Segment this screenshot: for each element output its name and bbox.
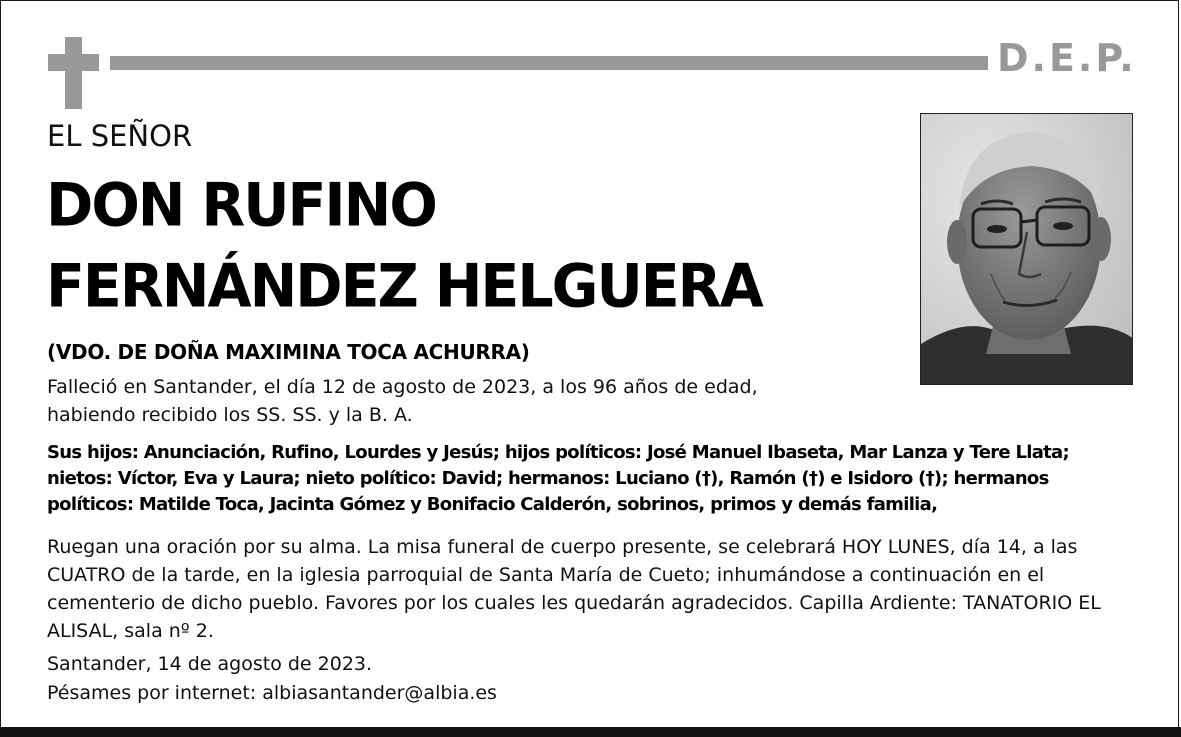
condolences-line: Pésames por internet: albiasantander@albia.es [47, 682, 497, 704]
death-details [47, 373, 807, 429]
mass-details: Ruegan una oración por su alma. La misa funeral de cuerpo presente, se celebrará HOY LUNES, día 14, a las CUATRO de la tarde, en la iglesia parroquial de Santa María de Cueto; inhumándose a continuación en el cementerio de dicho pueblo. Favores por los cuales les quedarán agradecidos. Capilla Ardiente: TANATORIO EL ALISAL, sala nº 2. [47, 536, 1101, 642]
death-line-1: Falleció en Santander, el día 12 de agosto de 2023, a los 96 años de edad, [47, 376, 758, 398]
cross-icon [65, 37, 82, 109]
widower-line: (VDO. DE DOÑA MAXIMINA TOCA ACHURRA) [47, 340, 530, 364]
name-line-2: FERNÁNDEZ HELGUERA [46, 252, 762, 321]
deceased-name [46, 165, 762, 327]
title-prefix: EL SEÑOR [47, 119, 193, 153]
header-rule [110, 56, 988, 70]
name-line-1: DON RUFINO [46, 171, 436, 240]
family-list: Sus hijos: Anunciación, Rufino, Lourdes y Jesús; hijos políticos: José Manuel Ibaseta, Mar Lanza y Tere Llata; nietos: Víctor, Eva y Laura; nieto político: David; hermanos: Luciano (†), Ramón (†) e Isidoro (†); hermanos políticos: Matilde Toca, Jacinta Gómez y Bonifacio Calderón, sobrinos, primos y demás familia, [47, 442, 1069, 515]
death-line-2: habiendo recibido los SS. SS. y la B. A. [47, 404, 413, 426]
cross-icon-bar [48, 54, 99, 71]
portrait-photo [920, 113, 1133, 385]
dep-mark: D.E.P. [997, 36, 1137, 80]
portrait-image [921, 114, 1133, 385]
notice-date: Santander, 14 de agosto de 2023. [47, 653, 373, 675]
bottom-rule [0, 727, 1181, 737]
